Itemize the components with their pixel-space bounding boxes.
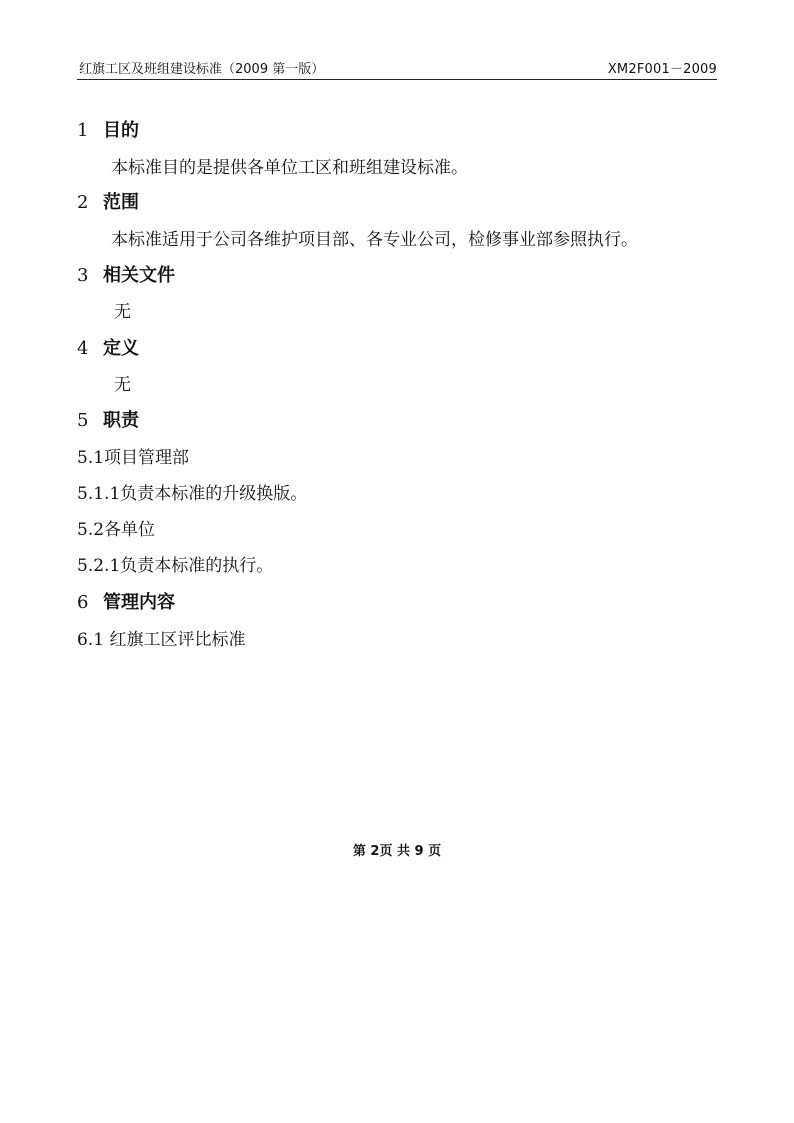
section-heading-4	[77, 334, 139, 360]
subsection-5-1: 5.1项目管理部	[77, 448, 190, 468]
section-text-3: 无	[114, 302, 131, 322]
section-heading-3	[77, 261, 175, 287]
section-title: 职责	[103, 410, 139, 431]
section-title: 定义	[103, 338, 139, 359]
section-text-4: 无	[114, 375, 131, 395]
section-heading-6	[77, 588, 175, 614]
section-text-2: 本标准适用于公司各维护项目部、各专业公司，检修事业部参照执行。	[111, 230, 638, 250]
page-header	[77, 55, 717, 80]
document-title: 红旗工区及班组建设标准（2009 第一版）	[79, 62, 325, 77]
section-number: 6	[77, 592, 89, 613]
subsection-5-2: 5.2各单位	[77, 520, 156, 540]
section-number: 1	[77, 120, 89, 141]
section-title: 管理内容	[103, 592, 175, 613]
subsection-5-1-1: 5.1.1负责本标准的升级换版。	[77, 484, 308, 504]
section-heading-2	[77, 188, 139, 214]
section-heading-1	[77, 116, 139, 142]
page-footer	[0, 840, 794, 859]
page-number: 第 2页 共 9 页	[352, 844, 442, 859]
section-number: 4	[77, 338, 89, 359]
document-code: XM2F001－2009	[607, 62, 717, 77]
section-number: 5	[77, 410, 89, 431]
section-heading-5	[77, 406, 139, 432]
subsection-5-2-1: 5.2.1负责本标准的执行。	[77, 556, 274, 576]
section-title: 范围	[103, 192, 139, 213]
subsection-6-1: 6.1 红旗工区评比标准	[77, 630, 246, 650]
section-number: 3	[77, 265, 89, 286]
section-text-1: 本标准目的是提供各单位工区和班组建设标准。	[111, 158, 468, 178]
section-title: 目的	[103, 120, 139, 141]
section-title: 相关文件	[103, 265, 175, 286]
section-number: 2	[77, 192, 89, 213]
